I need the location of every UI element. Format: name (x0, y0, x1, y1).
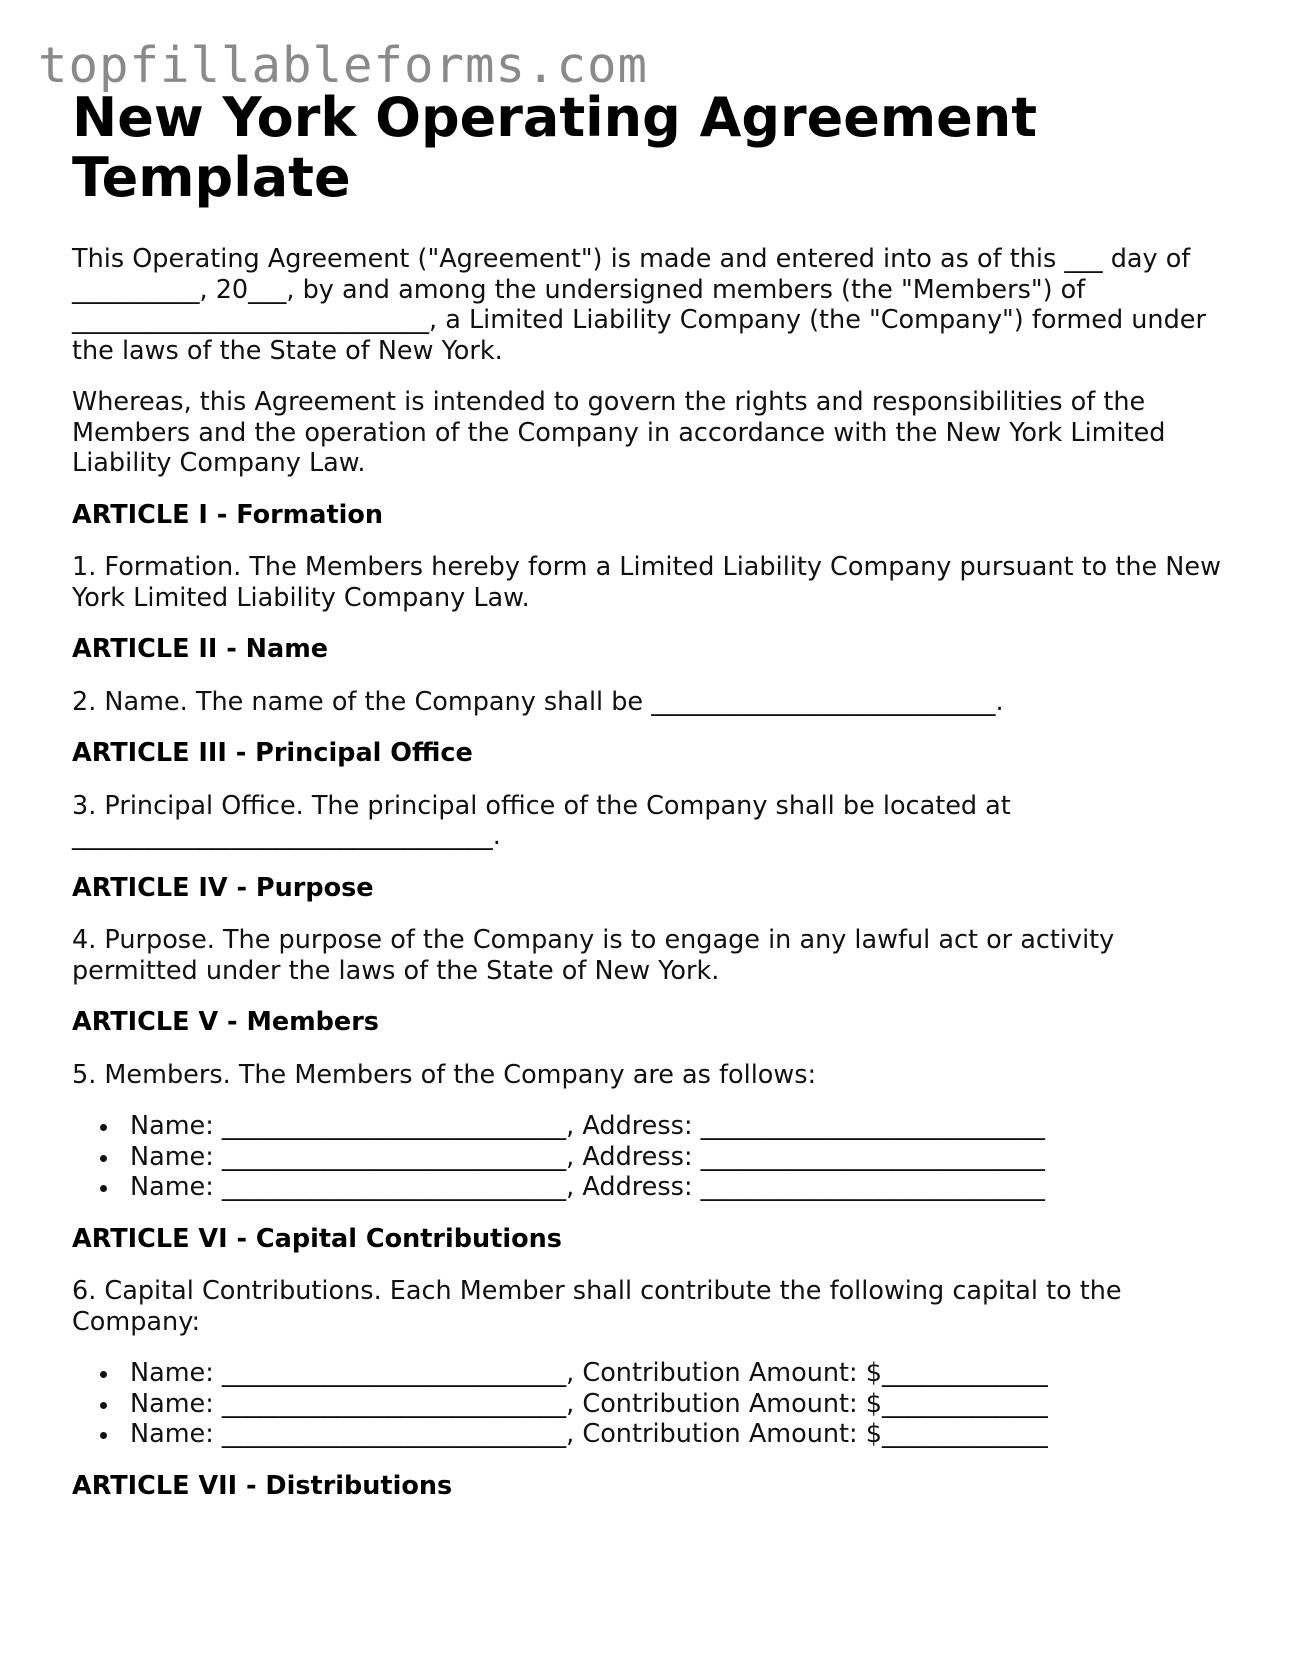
contributions-list (72, 1358, 1232, 1450)
whereas-paragraph: Whereas, this Agreement is intended to govern the rights and responsibilities of the Members and the operation of the Company in accordance with the New York Limited Liability Company Law. (72, 387, 1166, 478)
article-7-heading: ARTICLE VII - Distributions (72, 1470, 453, 1501)
article-6-text: 6. Capital Contributions. Each Member shall contribute the following capital to the Company: (72, 1276, 1122, 1337)
member-entry: Name: ___________________________, Address: ___________________________ (130, 1142, 1232, 1173)
contribution-entry: Name: ___________________________, Contribution Amount: $_____________ (130, 1389, 1232, 1420)
article-5-text: 5. Members. The Members of the Company are as follows: (72, 1059, 817, 1090)
article-2-text: 2. Name. The name of the Company shall be ___________________________. (72, 686, 1004, 717)
article-3-heading: ARTICLE III - Principal Office (72, 738, 473, 768)
article-4-heading: ARTICLE IV - Purpose (72, 872, 374, 903)
article-1-heading: ARTICLE I - Formation (72, 499, 384, 530)
intro-paragraph: This Operating Agreement ("Agreement") is made and entered into as of this ___ day of __________, 20___, by and among the undersigned members (the "Members") of ____________________________, a Limited Liability Company (the "Company") formed under the laws of the State of New York. (72, 244, 1206, 366)
article-3-text: 3. Principal Office. The principal office of the Company shall be located at _________________________________. (72, 790, 1011, 851)
contribution-entry: Name: ___________________________, Contribution Amount: $_____________ (130, 1419, 1232, 1450)
document-title: New York Operating Agreement Template (72, 86, 1038, 209)
member-entry: Name: ___________________________, Address: ___________________________ (130, 1172, 1232, 1203)
article-5-heading: ARTICLE V - Members (72, 1007, 379, 1037)
member-entry: Name: ___________________________, Address: ___________________________ (130, 1111, 1232, 1142)
members-list (72, 1111, 1232, 1203)
article-6-heading: ARTICLE VI - Capital Contributions (72, 1223, 562, 1254)
article-4-text: 4. Purpose. The purpose of the Company is to engage in any lawful act or activity permitted under the laws of the State of New York. (72, 925, 1115, 986)
article-1-text: 1. Formation. The Members hereby form a Limited Liability Company pursuant to the New York Limited Liability Company Law. (72, 552, 1221, 613)
site-watermark: topfillableforms.com (38, 37, 649, 94)
article-2-heading: ARTICLE II - Name (72, 634, 329, 664)
contribution-entry: Name: ___________________________, Contribution Amount: $_____________ (130, 1358, 1232, 1389)
document-body (72, 88, 1232, 1501)
